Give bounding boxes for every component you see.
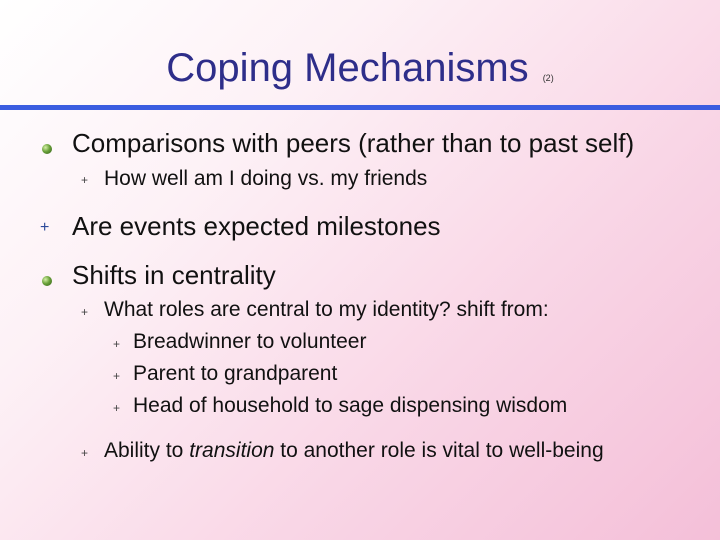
sub-bullet-friends: How well am I doing vs. my friends: [104, 167, 428, 190]
bullet-comparisons: Comparisons with peers (rather than to past self): [72, 128, 635, 158]
green-dot-bullet-icon: [42, 276, 52, 286]
green-dot-bullet-icon: [42, 144, 52, 154]
plus-bullet-icon: +: [113, 369, 121, 383]
title-text: Coping Mechanisms: [166, 46, 529, 90]
bullet-milestones: Are events expected milestones: [72, 211, 441, 241]
bullet-centrality: Shifts in centrality: [72, 260, 276, 290]
plus-bullet-icon: +: [113, 401, 121, 415]
plus-bullet-icon: +: [113, 337, 121, 351]
sub-bullet-roles: What roles are central to my identity? shift from:: [104, 298, 549, 321]
transition-text-pre: Ability to: [104, 439, 184, 462]
plus-bullet-icon: +: [81, 446, 89, 460]
sub-sub-bullet-household: Head of household to sage dispensing wisdom: [133, 394, 568, 417]
transition-text-emphasis: transition: [189, 439, 275, 462]
slide-title: [0, 44, 720, 102]
plus-bullet-icon: +: [40, 219, 50, 236]
sub-sub-bullet-breadwinner: Breadwinner to volunteer: [133, 330, 367, 353]
sub-bullet-transition: [104, 439, 604, 463]
plus-bullet-icon: +: [81, 173, 89, 187]
plus-bullet-icon: +: [81, 305, 89, 319]
transition-text-post: to another role is vital to well-being: [280, 439, 604, 462]
title-divider: [0, 105, 720, 110]
sub-sub-bullet-parent: Parent to grandparent: [133, 362, 338, 385]
title-suffix: (2): [542, 73, 554, 83]
